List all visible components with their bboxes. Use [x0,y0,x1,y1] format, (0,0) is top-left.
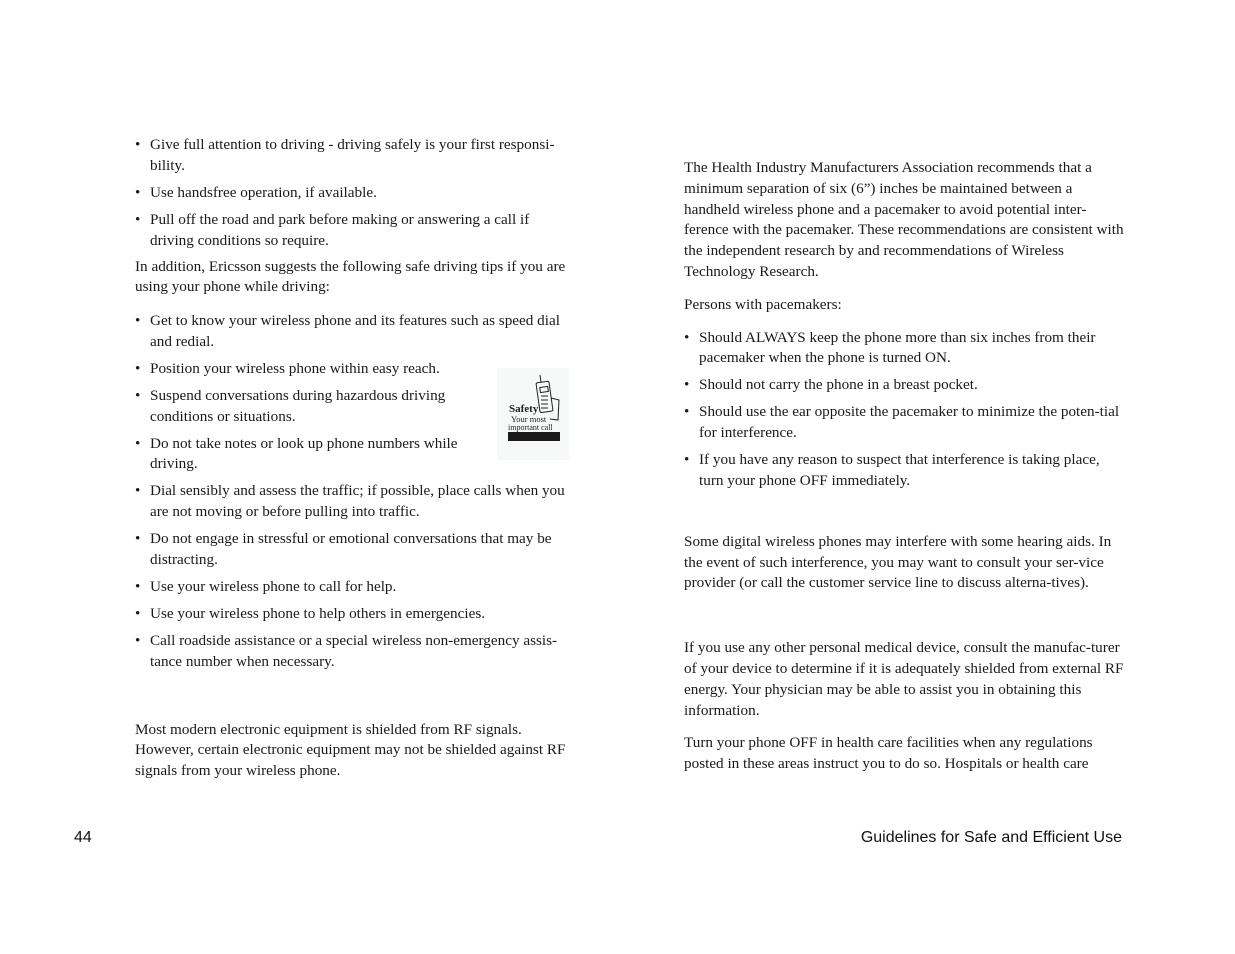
medical-devices-paragraph: If you use any other personal medical device, consult the manufac-turer of your device to determine if it is adequately shielded from external RF energy. Your physician may be able to assist you in obtaining this information. [684,639,1124,719]
driving-rules-list [135,135,575,251]
list-item: • Give full attention to driving - driving safely is your first responsi-bility. [135,135,575,177]
list-item: • Suspend conversations during hazardous driving conditions or situations. [135,386,475,428]
safe-driving-intro: In addition, Ericsson suggests the following safe driving tips if you are using your phone while driving: [135,257,566,296]
list-item: • Use your wireless phone to help others in emergencies. [135,604,575,625]
list-item: • If you have any reason to suspect that interference is taking place, turn your phone OFF immediately. [684,450,1124,492]
list-item: • Position your wireless phone within easy reach. [135,359,575,380]
running-head: Guidelines for Safe and Efficient Use [860,829,1122,846]
logo-text-line3: important call [508,423,553,432]
list-item: • Do not take notes or look up phone numbers while driving. [135,434,475,476]
page-number: 44 [74,829,92,846]
persons-with-pacemakers-label: Persons with pacemakers: [684,295,842,313]
list-item: • Do not engage in stressful or emotional conversations that may be distracting. [135,529,575,571]
list-item: • Dial sensibly and assess the traffic; if possible, place calls when you are not moving or before pulling into traffic. [135,481,575,523]
pacemaker-guidelines-list [684,328,1124,492]
hearing-aids-paragraph: Some digital wireless phones may interfere with some hearing aids. In the event of such interference, you may want to consult your ser-vice provider (or call the customer service line to discuss alterna-tives). [684,532,1112,592]
list-item: • Get to know your wireless phone and its features such as speed dial and redial. [135,311,575,353]
list-item: • Call roadside assistance or a special wireless non-emergency assis-tance number when necessary. [135,631,575,673]
list-item: • Should use the ear opposite the pacemaker to minimize the poten-tial for interference. [684,402,1124,444]
list-item: • Pull off the road and park before making or answering a call if driving conditions so require. [135,210,575,252]
safe-driving-tips-list [135,311,575,672]
right-column [684,158,1124,775]
list-item: • Use your wireless phone to call for help. [135,577,575,598]
phone-safety-icon [497,368,569,460]
safety-logo [497,368,569,460]
list-item: • Should not carry the phone in a breast pocket. [684,375,1124,396]
logo-text-line1: Safety [509,403,539,415]
hima-recommendation-paragraph: The Health Industry Manufacturers Association recommends that a minimum separation of six (6”) inches be maintained between a handheld wireless phone and a pacemaker to avoid potential inter-ference with the pacemaker. These recommendations are consistent with the independent research by and recommendations of Wireless Technology Research. [684,159,1124,280]
logo-text-line2: Your most [511,414,547,424]
rf-shielding-paragraph: Most modern electronic equipment is shielded from RF signals. However, certain electronic equipment may not be shielded against RF signals from your wireless phone. [135,720,566,780]
list-item: • Use handsfree operation, if available. [135,183,575,204]
list-item: • Should ALWAYS keep the phone more than six inches from their pacemaker when the phone is turned ON. [684,328,1124,370]
health-care-facilities-paragraph: Turn your phone OFF in health care facilities when any regulations posted in these areas instruct you to do so. Hospitals or health care [684,734,1093,773]
